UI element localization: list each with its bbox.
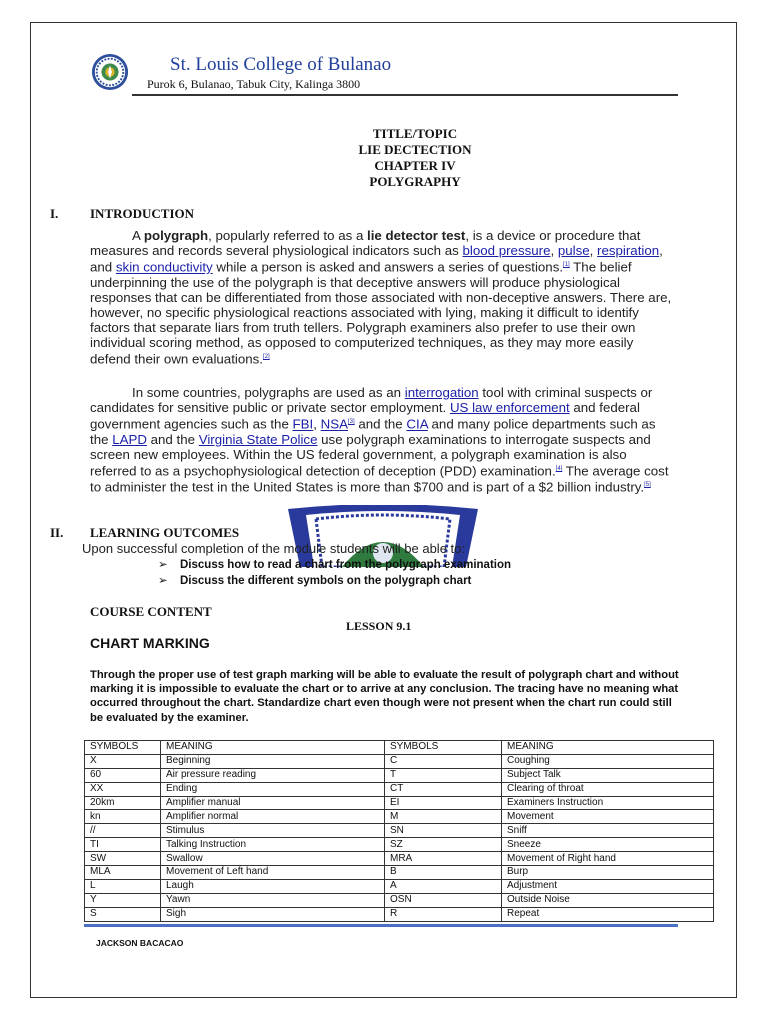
title-line: POLYGRAPHY [369,174,461,189]
table-cell: Laugh [161,879,385,893]
college-name: St. Louis College of Bulanao [170,54,392,75]
table-cell: Sniff [502,824,714,838]
table-row [85,866,714,880]
table-cell: SZ [385,838,502,852]
text: and federal government agencies such as the [90,400,640,432]
text: and the [146,431,199,447]
table-cell: Clearing of throat [502,782,714,796]
table-header-cell: MEANING [161,741,385,755]
table-cell: Coughing [502,754,714,768]
link-virginia-state-police[interactable]: Virginia State Police [198,431,318,447]
bold-term: lie detector test [367,228,466,243]
table-cell: MRA [385,852,502,866]
table-cell: X [85,754,161,768]
table-row [85,768,714,782]
table-cell: Examiners Instruction [502,796,714,810]
link-lapd[interactable]: LAPD [112,431,147,447]
table-row [85,879,714,893]
footer-divider [84,924,678,927]
table-cell: Sigh [161,907,385,921]
table-row [85,824,714,838]
section-heading: INTRODUCTION [90,206,195,221]
outcomes-intro: Upon successful completion of the module students will be able to: [82,541,465,556]
citation-link[interactable]: [1] [563,262,570,269]
chart-marking-heading: CHART MARKING [90,635,210,651]
link-fbi[interactable]: FBI [292,416,314,432]
table-header-row [85,741,714,755]
table-cell: A [385,879,502,893]
table-cell: Sneeze [502,838,714,852]
table-cell: R [385,907,502,921]
link-us-law-enforcement[interactable]: US law enforcement [449,400,570,416]
title-block [0,126,768,190]
table-cell: S [85,907,161,921]
table-cell: TI [85,838,161,852]
table-row [85,796,714,810]
table-cell: MLA [85,866,161,880]
text: and the [354,416,407,432]
table-cell: Amplifier manual [161,796,385,810]
text: , [589,243,598,259]
text: The average cost to administer the test in the United States is more than $700 and is part of a $2 billion industry. [90,463,669,495]
table-cell: Stimulus [161,824,385,838]
link-blood-pressure[interactable]: blood pressure [462,243,551,259]
table-header-cell: SYMBOLS [385,741,502,755]
chart-marking-description: Through the proper use of test graph marking will be able to evaluate the result of polygraph chart and without marking it is impossible to evaluate the chart or to arrive at any conclusion. The tracing have no meaning what occurred throughout the chart. Standardize chart even though were not present when the chart run could still be evaluated by the examiner. [90,669,679,724]
table-cell: Y [85,893,161,907]
table-cell: Ending [161,782,385,796]
title-line: CHAPTER IV [374,158,456,173]
footer-author: JACKSON BACACAO [96,938,184,948]
table-cell: 20km [85,796,161,810]
table-cell: Repeat [502,907,714,921]
text: , [550,243,558,259]
table-cell: Movement of Right hand [502,852,714,866]
table-cell: C [385,754,502,768]
college-seal-logo [91,53,129,91]
section-numeral: II. [50,525,64,540]
course-content-heading: COURSE CONTENT [90,604,212,619]
link-interrogation[interactable]: interrogation [404,385,479,400]
section-numeral: I. [50,206,59,221]
table-cell: Yawn [161,893,385,907]
table-cell: T [385,768,502,782]
college-address: Purok 6, Bulanao, Tabuk City, Kalinga 3800 [147,77,361,91]
table-cell: EI [385,796,502,810]
table-cell: Movement [502,810,714,824]
table-row [85,754,714,768]
intro-paragraph-2 [90,385,672,495]
table-cell: L [85,879,161,893]
citation-link[interactable]: [2] [262,354,270,361]
table-cell: Beginning [161,754,385,768]
table-cell: Subject Talk [502,768,714,782]
table-cell: Swallow [161,852,385,866]
link-cia[interactable]: CIA [406,416,428,432]
text: , [313,416,321,432]
table-header-cell: MEANING [502,741,714,755]
table-cell: OSN [385,893,502,907]
table-cell: 60 [85,768,161,782]
list-item [158,558,511,574]
list-item [158,574,511,590]
table-cell: kn [85,810,161,824]
citation-link[interactable]: [3] [347,419,355,426]
section-heading: LEARNING OUTCOMES [90,525,240,540]
symbols-table [84,740,714,922]
arrow-bullet-icon: ➢ [158,559,168,571]
link-nsa[interactable]: NSA [320,416,348,432]
table-cell: SN [385,824,502,838]
table-cell: XX [85,782,161,796]
table-cell: Movement of Left hand [161,866,385,880]
list-item-text: Discuss the different symbols on the polygraph chart [180,574,472,587]
text: , popularly referred to as a [208,228,368,243]
text: while a person is asked and answers a series of questions. [212,259,564,275]
table-cell: // [85,824,161,838]
text: The belief underpinning the use of the polygraph is that deceptive answers will produce physiological responses that can be differentiated from those associated with non-deceptive answers. There are, however, no specific physiological reactions associated with lying, making it difficult to identify factors that separate liars from truth tellers. Polygraph examiners also prefer to use their own individual scoring method, as opposed to computerized techniques, as they may more easily defend their own evaluations. [90,259,672,367]
table-cell: SW [85,852,161,866]
table-cell: Burp [502,866,714,880]
table-row [85,810,714,824]
table-cell: CT [385,782,502,796]
citation-link[interactable]: [4] [555,465,563,472]
bold-term: polygraph [143,228,209,243]
title-line: LIE DECTECTION [358,142,472,157]
table-row [85,852,714,866]
table-cell: M [385,810,502,824]
intro-paragraph-1 [90,228,672,367]
table-cell: Amplifier normal [161,810,385,824]
text: use polygraph examinations to interrogate suspects and screen new employees. Within the US federal government, a polygraph examination is also referred to as a psychophysiological detection of deception (PDD) examination. [90,431,651,479]
table-cell: Outside Noise [502,893,714,907]
outcomes-list [158,558,511,589]
table-row [85,893,714,907]
table-header-cell: SYMBOLS [85,741,161,755]
text: tool with criminal suspects or candidates for sensitive public or private sector employment. [90,385,653,416]
text: , is a device or procedure that measures and records several physiological indicators such as [90,228,641,259]
text: A [132,228,144,243]
table-cell: Air pressure reading [161,768,385,782]
table-cell: Talking Instruction [161,838,385,852]
table-row [85,838,714,852]
text: In some countries, polygraphs are used as an [132,385,405,400]
table-cell: Adjustment [502,879,714,893]
header-divider [132,94,678,96]
table-row [85,782,714,796]
list-item-text: Discuss how to read a chart from the polygraph examination [180,559,512,571]
link-skin-conductivity[interactable]: skin conductivity [115,259,213,275]
lesson-label: LESSON 9.1 [346,619,412,633]
title-line: TITLE/TOPIC [372,126,458,141]
citation-link[interactable]: [5] [644,482,651,489]
table-cell: B [385,866,502,880]
link-pulse[interactable]: pulse [557,243,590,259]
text: and many police departments such as the [90,416,656,447]
link-respiration[interactable]: respiration [597,243,660,259]
text: , and [90,243,663,275]
table-row [85,907,714,921]
arrow-bullet-icon: ➢ [158,574,168,587]
